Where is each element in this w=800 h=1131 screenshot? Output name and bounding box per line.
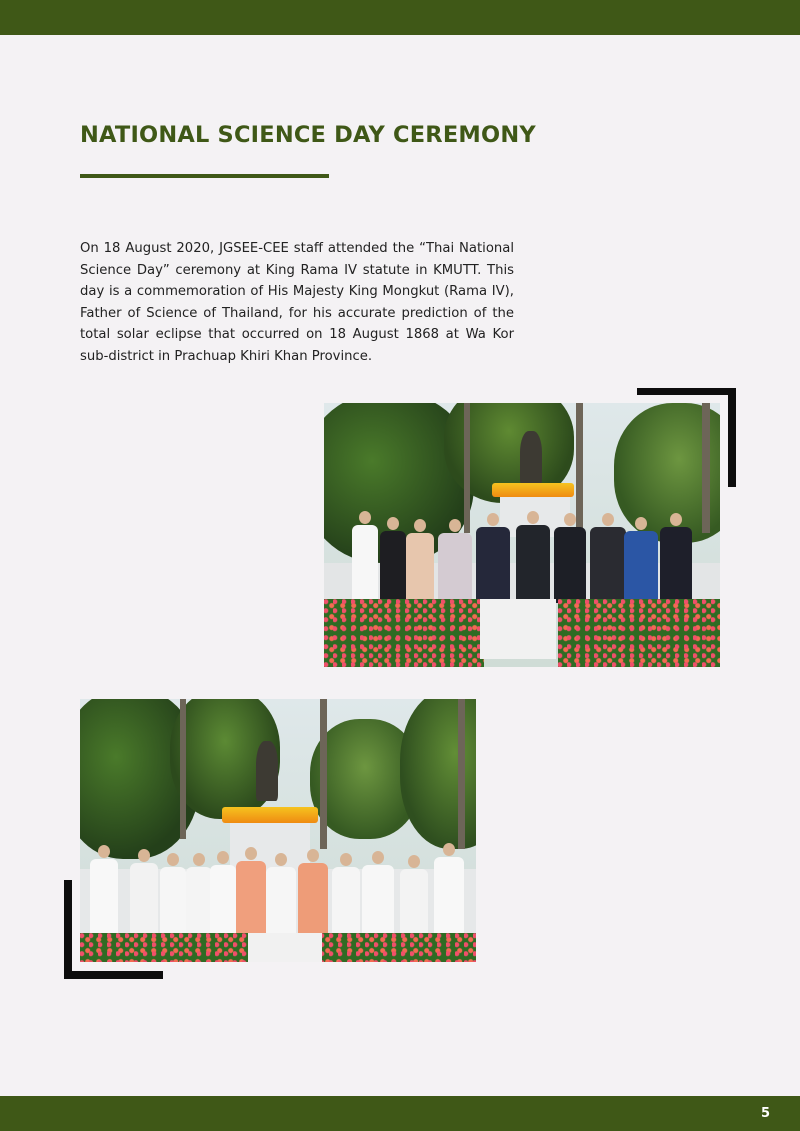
article-body: On 18 August 2020, JGSEE-CEE staff attended the “Thai National Science Day” ceremony at King Rama IV statute in KMUTT. This day is a commemoration of His Majesty King Mongkut (Rama IV), Father of Science of Thailand, for his accurate prediction of the total solar eclipse that occurred on 18 August 1868 at Wa Kor sub-district in Prachuap Khiri Khan Province. bbox=[80, 241, 514, 364]
ceremony-photo-staff-at-statue bbox=[324, 403, 720, 667]
ceremony-photo-group-at-statue bbox=[80, 699, 476, 962]
page-title: NATIONAL SCIENCE DAY CEREMONY bbox=[80, 122, 536, 148]
bottom-banner bbox=[0, 1096, 800, 1131]
corner-bracket-bottom bbox=[64, 971, 163, 979]
title-underline bbox=[80, 174, 329, 178]
page-number: 5 bbox=[760, 1106, 770, 1121]
corner-bracket-top bbox=[637, 388, 736, 395]
corner-bracket-left bbox=[64, 880, 72, 979]
corner-bracket-side bbox=[728, 388, 736, 487]
top-banner bbox=[0, 0, 800, 35]
